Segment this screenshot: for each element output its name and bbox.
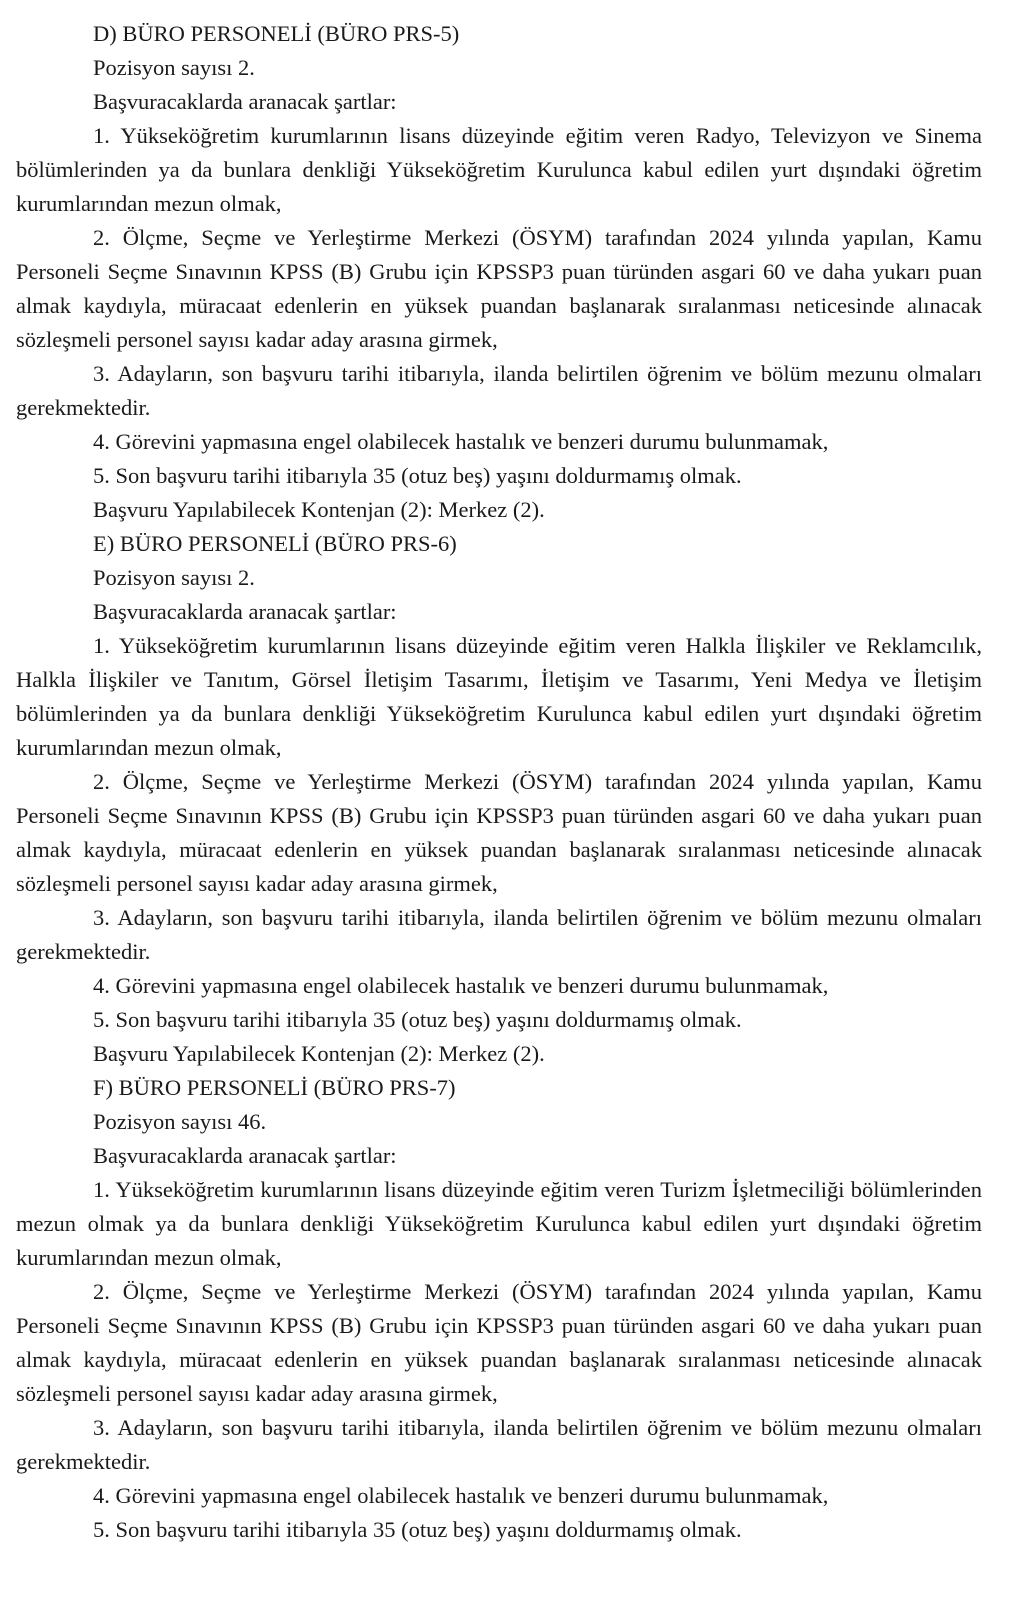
requirement-item: 3. Adayların, son başvuru tarihi itibarıyla, ilanda belirtilen öğrenim ve bölüm mezunu olmaları gerekmektedir.: [16, 361, 982, 420]
requirement-item: 3. Adayların, son başvuru tarihi itibarıyla, ilanda belirtilen öğrenim ve bölüm mezunu olmaları gerekmektedir.: [16, 905, 982, 964]
requirement-item: 2. Ölçme, Seçme ve Yerleştirme Merkezi (ÖSYM) tarafından 2024 yılında yapılan, Kamu Personeli Seçme Sınavının KPSS (B) Grubu için KPSSP3 puan türünden asgari 60 ve daha yukarı puan almak kaydıyla, müracaat edenlerin en yüksek puandan başlanarak sıralanması neticesinde alınacak sözleşmeli personel sayısı kadar aday arasına girmek,: [16, 1279, 982, 1406]
requirements-label: Başvuracaklarda aranacak şartlar:: [93, 89, 397, 114]
requirement-item: 4. Görevini yapmasına engel olabilecek hastalık ve benzeri durumu bulunmamak,: [93, 1483, 829, 1508]
quota-line: Başvuru Yapılabilecek Kontenjan (2): Merkez (2).: [93, 1041, 545, 1066]
requirement-item: 2. Ölçme, Seçme ve Yerleştirme Merkezi (ÖSYM) tarafından 2024 yılında yapılan, Kamu Personeli Seçme Sınavının KPSS (B) Grubu için KPSSP3 puan türünden asgari 60 ve daha yukarı puan almak kaydıyla, müracaat edenlerin en yüksek puandan başlanarak sıralanması neticesinde alınacak sözleşmeli personel sayısı kadar aday arasına girmek,: [16, 769, 982, 896]
requirements-label: Başvuracaklarda aranacak şartlar:: [93, 1143, 397, 1168]
requirement-item: 3. Adayların, son başvuru tarihi itibarıyla, ilanda belirtilen öğrenim ve bölüm mezunu olmaları gerekmektedir.: [16, 1415, 982, 1474]
section-heading: E) BÜRO PERSONELİ (BÜRO PRS-6): [93, 531, 457, 556]
document-body: [16, 17, 982, 1547]
requirement-item: 5. Son başvuru tarihi itibarıyla 35 (otuz beş) yaşını doldurmamış olmak.: [93, 1007, 742, 1032]
section-heading: D) BÜRO PERSONELİ (BÜRO PRS-5): [93, 21, 460, 46]
quota-line: Başvuru Yapılabilecek Kontenjan (2): Merkez (2).: [93, 497, 545, 522]
position-count: Pozisyon sayısı 2.: [93, 55, 255, 80]
position-count: Pozisyon sayısı 2.: [93, 565, 255, 590]
section-heading: F) BÜRO PERSONELİ (BÜRO PRS-7): [93, 1075, 456, 1100]
requirement-item: 4. Görevini yapmasına engel olabilecek hastalık ve benzeri durumu bulunmamak,: [93, 429, 829, 454]
requirement-item: 5. Son başvuru tarihi itibarıyla 35 (otuz beş) yaşını doldurmamış olmak.: [93, 463, 742, 488]
requirement-item: 1. Yükseköğretim kurumlarının lisans düzeyinde eğitim veren Radyo, Televizyon ve Sinema bölümlerinden ya da bunlara denkliği Yükseköğretim Kurulunca kabul edilen yurt dışındaki öğretim kurumlarından mezun olmak,: [16, 123, 982, 216]
requirement-item: 4. Görevini yapmasına engel olabilecek hastalık ve benzeri durumu bulunmamak,: [93, 973, 829, 998]
requirement-item: 1. Yükseköğretim kurumlarının lisans düzeyinde eğitim veren Turizm İşletmeciliği bölümlerinden mezun olmak ya da bunlara denkliği Yükseköğretim Kurulunca kabul edilen yurt dışındaki öğretim kurumlarından mezun olmak,: [16, 1177, 982, 1270]
requirements-label: Başvuracaklarda aranacak şartlar:: [93, 599, 397, 624]
requirement-item: 5. Son başvuru tarihi itibarıyla 35 (otuz beş) yaşını doldurmamış olmak.: [93, 1517, 742, 1542]
requirement-item: 1. Yükseköğretim kurumlarının lisans düzeyinde eğitim veren Halkla İlişkiler ve Reklamcılık, Halkla İlişkiler ve Tanıtım, Görsel İletişim Tasarımı, İletişim ve Tasarımı, Yeni Medya ve İletişim bölümlerinden ya da bunlara denkliği Yükseköğretim Kurulunca kabul edilen yurt dışındaki öğretim kurumlarından mezun olmak,: [16, 633, 982, 760]
position-count: Pozisyon sayısı 46.: [93, 1109, 267, 1134]
requirement-item: 2. Ölçme, Seçme ve Yerleştirme Merkezi (ÖSYM) tarafından 2024 yılında yapılan, Kamu Personeli Seçme Sınavının KPSS (B) Grubu için KPSSP3 puan türünden asgari 60 ve daha yukarı puan almak kaydıyla, müracaat edenlerin en yüksek puandan başlanarak sıralanması neticesinde alınacak sözleşmeli personel sayısı kadar aday arasına girmek,: [16, 225, 982, 352]
